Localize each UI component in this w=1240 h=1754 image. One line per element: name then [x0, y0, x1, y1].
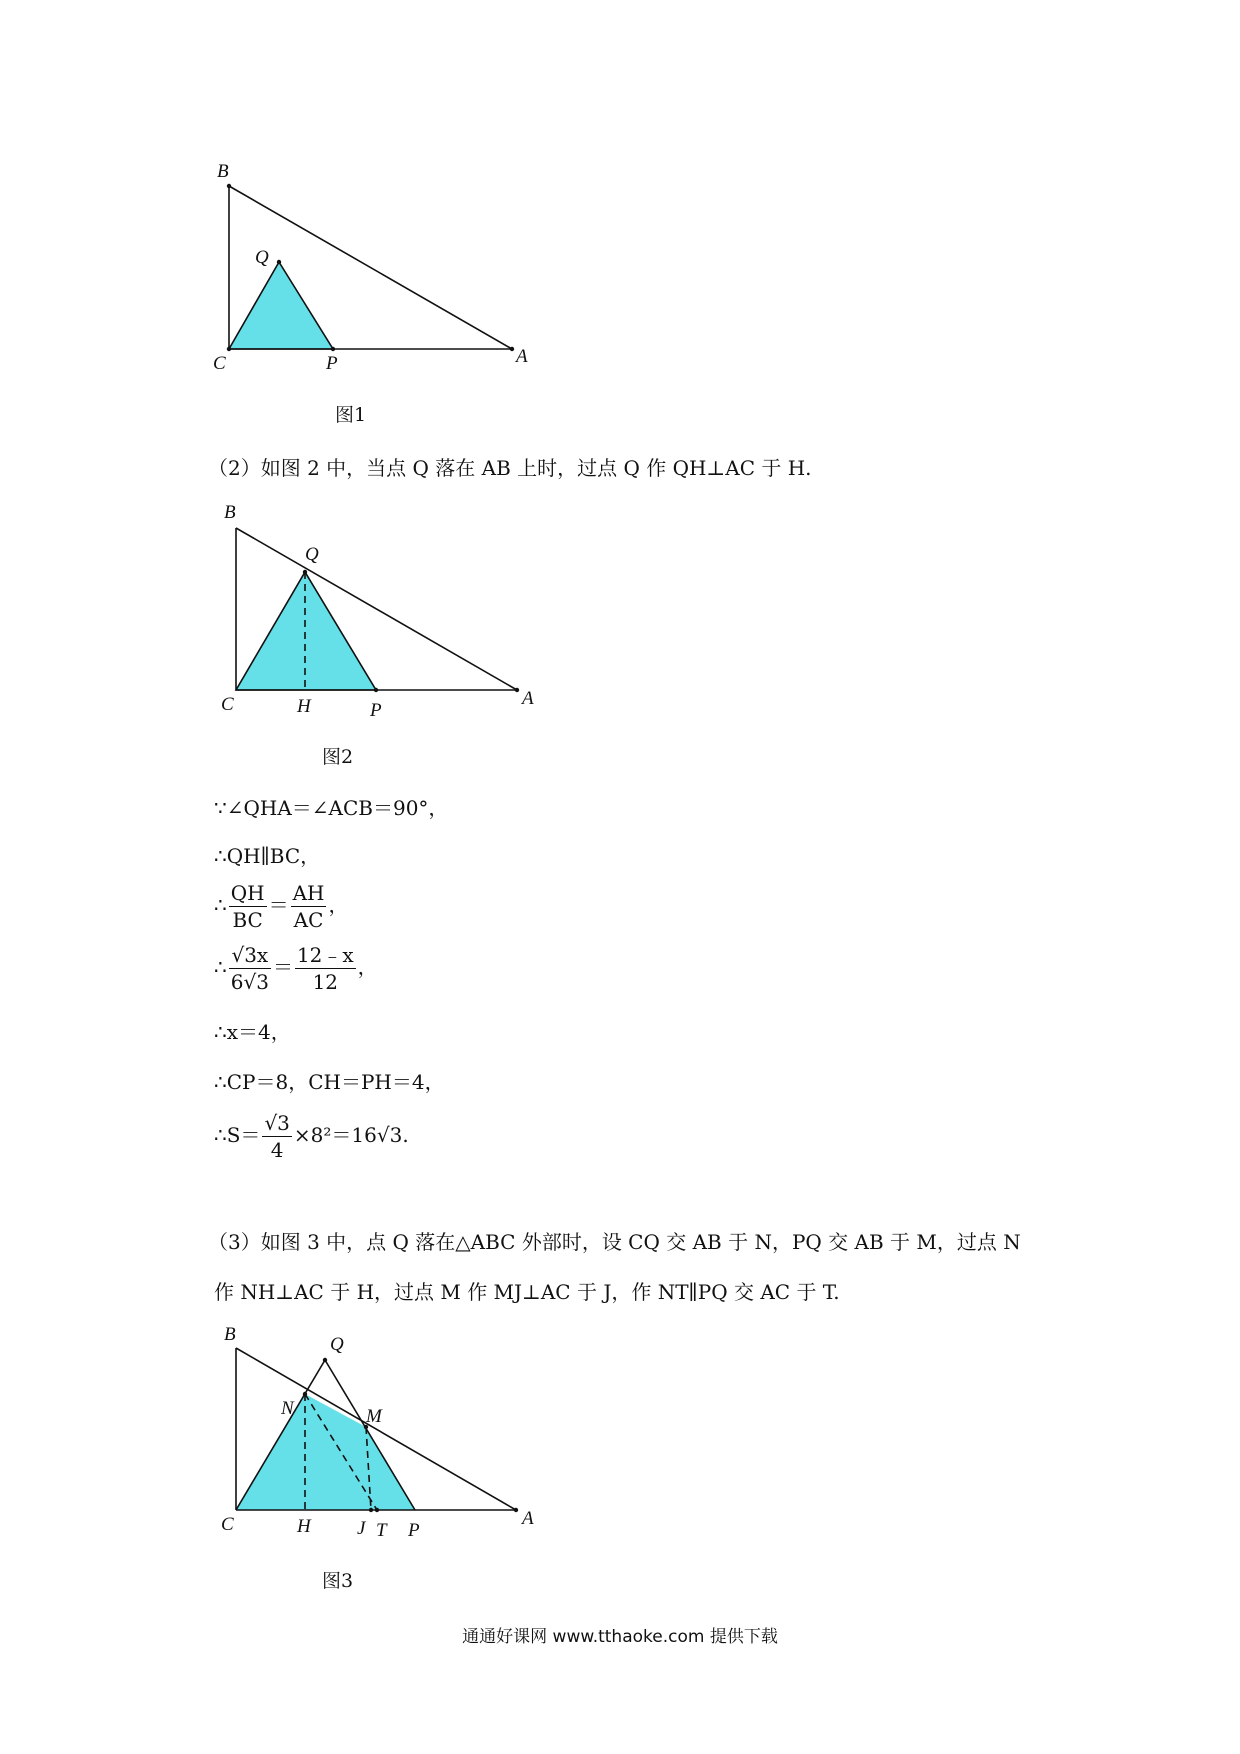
- label-a: A: [522, 688, 534, 709]
- label-p: P: [370, 700, 382, 721]
- part3-line-1: （3）如图 3 中，点 Q 落在△ABC 外部时，设 CQ 交 AB 于 N，PQ 交 AB 于 M，过点 N: [208, 1230, 1021, 1254]
- part3-line-2: 作 NH⊥AC 于 H，过点 M 作 MJ⊥AC 于 J，作 NT∥PQ 交 AC 于 T.: [214, 1280, 840, 1304]
- label-c: C: [221, 694, 234, 715]
- step-7: ∴S＝ $\frac{√3}{4}$ ×8²＝16√3.: [214, 1111, 409, 1162]
- label-a: A: [516, 346, 528, 367]
- label-q: Q: [305, 544, 319, 565]
- label-q: Q: [255, 247, 269, 268]
- figure-1-caption: 图1: [335, 404, 367, 426]
- label-b: B: [224, 1324, 236, 1345]
- fraction-root3-4: $\frac{√3}{4}$: [264, 1111, 290, 1162]
- label-p: P: [408, 1520, 420, 1541]
- step-5: ∴x＝4，: [214, 1020, 291, 1044]
- fraction-qh-bc: $\frac{QH}{BC}$: [230, 881, 265, 932]
- triangle-cqp-fill: [236, 572, 376, 690]
- label-j: J: [357, 1518, 366, 1539]
- step-2: ∴QH∥BC，: [214, 844, 321, 868]
- figure-3-caption: 图3: [322, 1570, 354, 1592]
- step-1: ∵∠QHA＝∠ACB＝90°，: [214, 796, 449, 820]
- fraction-12-minus-x-12: $\frac{12﹣x}{12}$: [296, 943, 354, 994]
- label-n: N: [281, 1398, 294, 1419]
- footer-download-note: 通通好课网 www.tthaoke.com 提供下载: [462, 1627, 778, 1647]
- fraction-ah-ac: $\frac{AH}{AC}$: [292, 881, 325, 932]
- figure-2: [0, 490, 1240, 750]
- fraction-root3x-6root3: $\frac{√3x}{6√3}$: [230, 943, 269, 994]
- step-6: ∴CP＝8，CH＝PH＝4，: [214, 1070, 445, 1094]
- label-q: Q: [330, 1334, 344, 1355]
- quadrilateral-cnmp-fill: [236, 1394, 415, 1510]
- triangle-cqp-fill: [229, 262, 333, 349]
- label-c: C: [221, 1514, 234, 1535]
- label-t: T: [376, 1520, 387, 1541]
- label-h: H: [297, 1516, 311, 1537]
- label-h: H: [297, 696, 311, 717]
- label-a: A: [522, 1508, 534, 1529]
- step-3: ∴ $\frac{QH}{BC}$ ＝ $\frac{AH}{AC}$ ，: [214, 881, 349, 932]
- figure-1: [0, 0, 1240, 420]
- label-c: C: [213, 353, 226, 374]
- figure-3: [0, 1320, 1240, 1580]
- label-m: M: [366, 1406, 382, 1427]
- label-b: B: [217, 161, 229, 182]
- label-p: P: [326, 353, 338, 374]
- therefore-symbol: ∴: [214, 893, 227, 917]
- step-4: ∴ $\frac{√3x}{6√3}$ ＝ $\frac{12﹣x}{12}$ ，: [214, 943, 378, 994]
- label-b: B: [224, 502, 236, 523]
- part2-intro: （2）如图 2 中，当点 Q 落在 AB 上时，过点 Q 作 QH⊥AC 于 H.: [208, 456, 812, 480]
- figure-2-caption: 图2: [322, 746, 354, 768]
